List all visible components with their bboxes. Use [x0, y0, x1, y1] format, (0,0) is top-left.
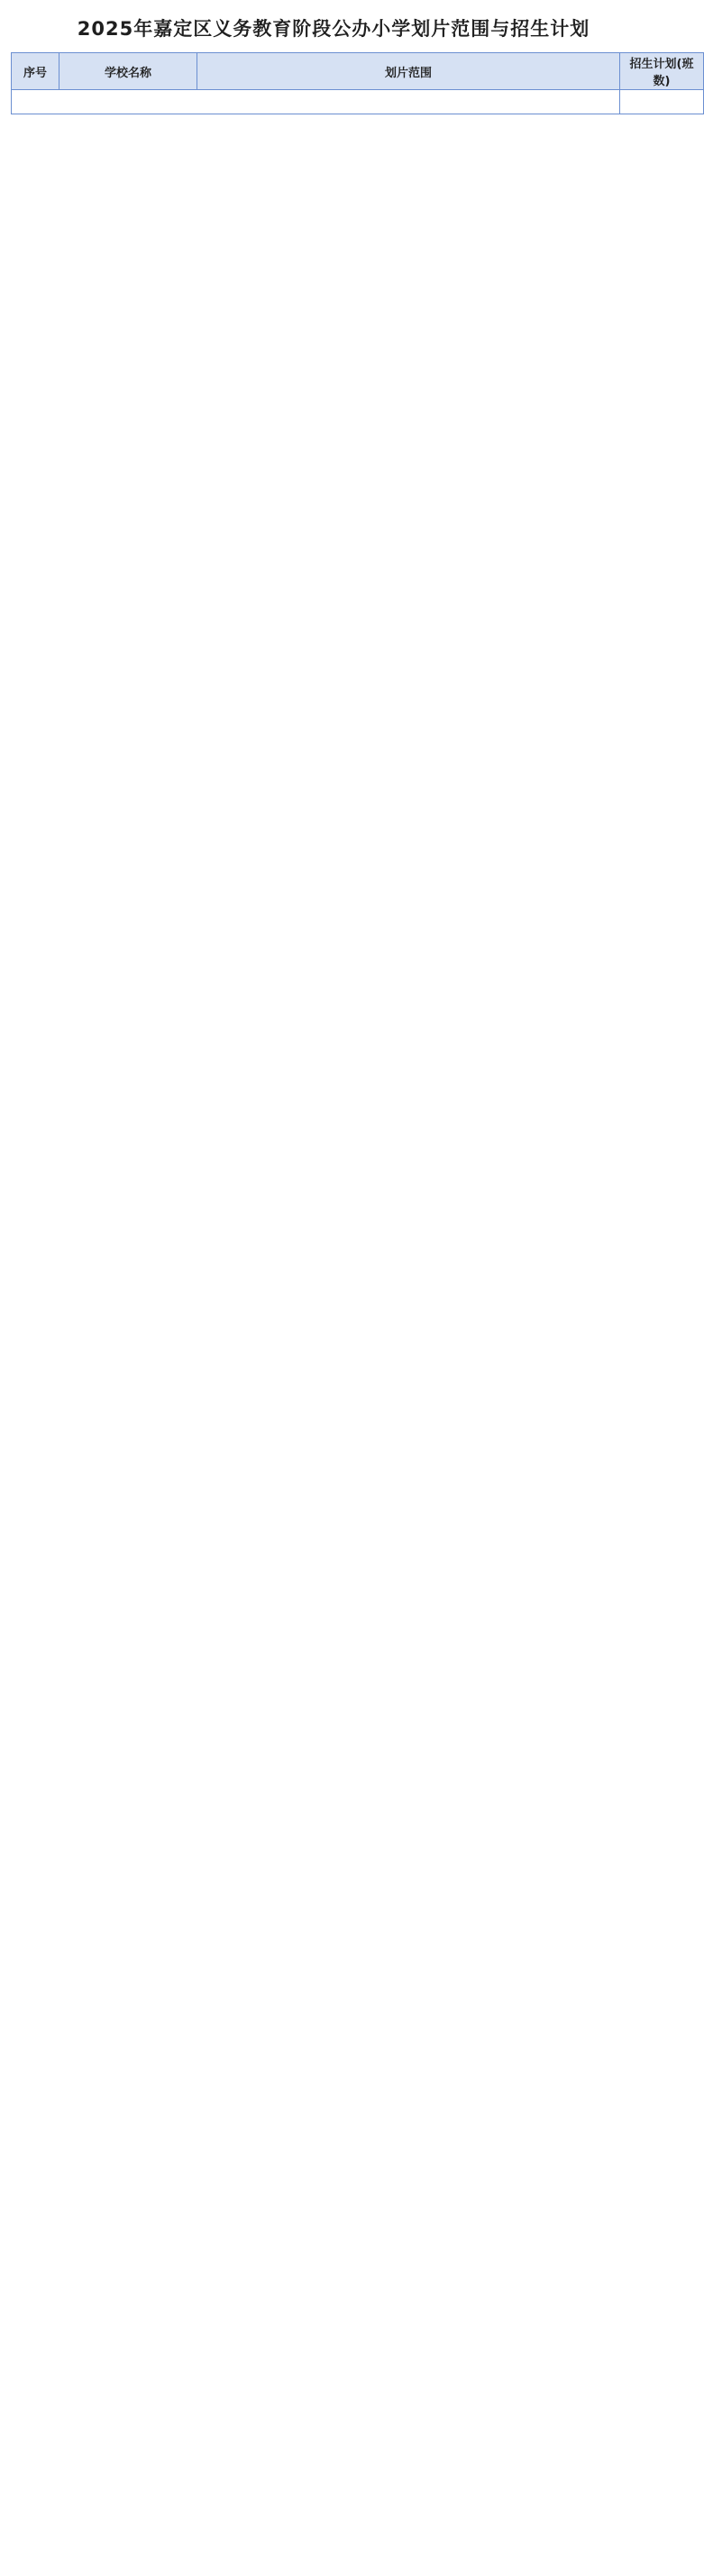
table-header-row	[12, 53, 704, 90]
table-footer-row	[12, 90, 704, 114]
enrollment-table	[11, 52, 704, 114]
total-value	[620, 90, 704, 114]
header-enrollment-count: 招生计划(班数)	[620, 53, 704, 90]
header-district-range: 划片范围	[197, 53, 620, 90]
header-school-name: 学校名称	[59, 53, 197, 90]
document-title: 2025年嘉定区义务教育阶段公办小学划片范围与招生计划	[77, 18, 590, 40]
header-serial-no: 序号	[12, 53, 59, 90]
total-label	[12, 90, 620, 114]
